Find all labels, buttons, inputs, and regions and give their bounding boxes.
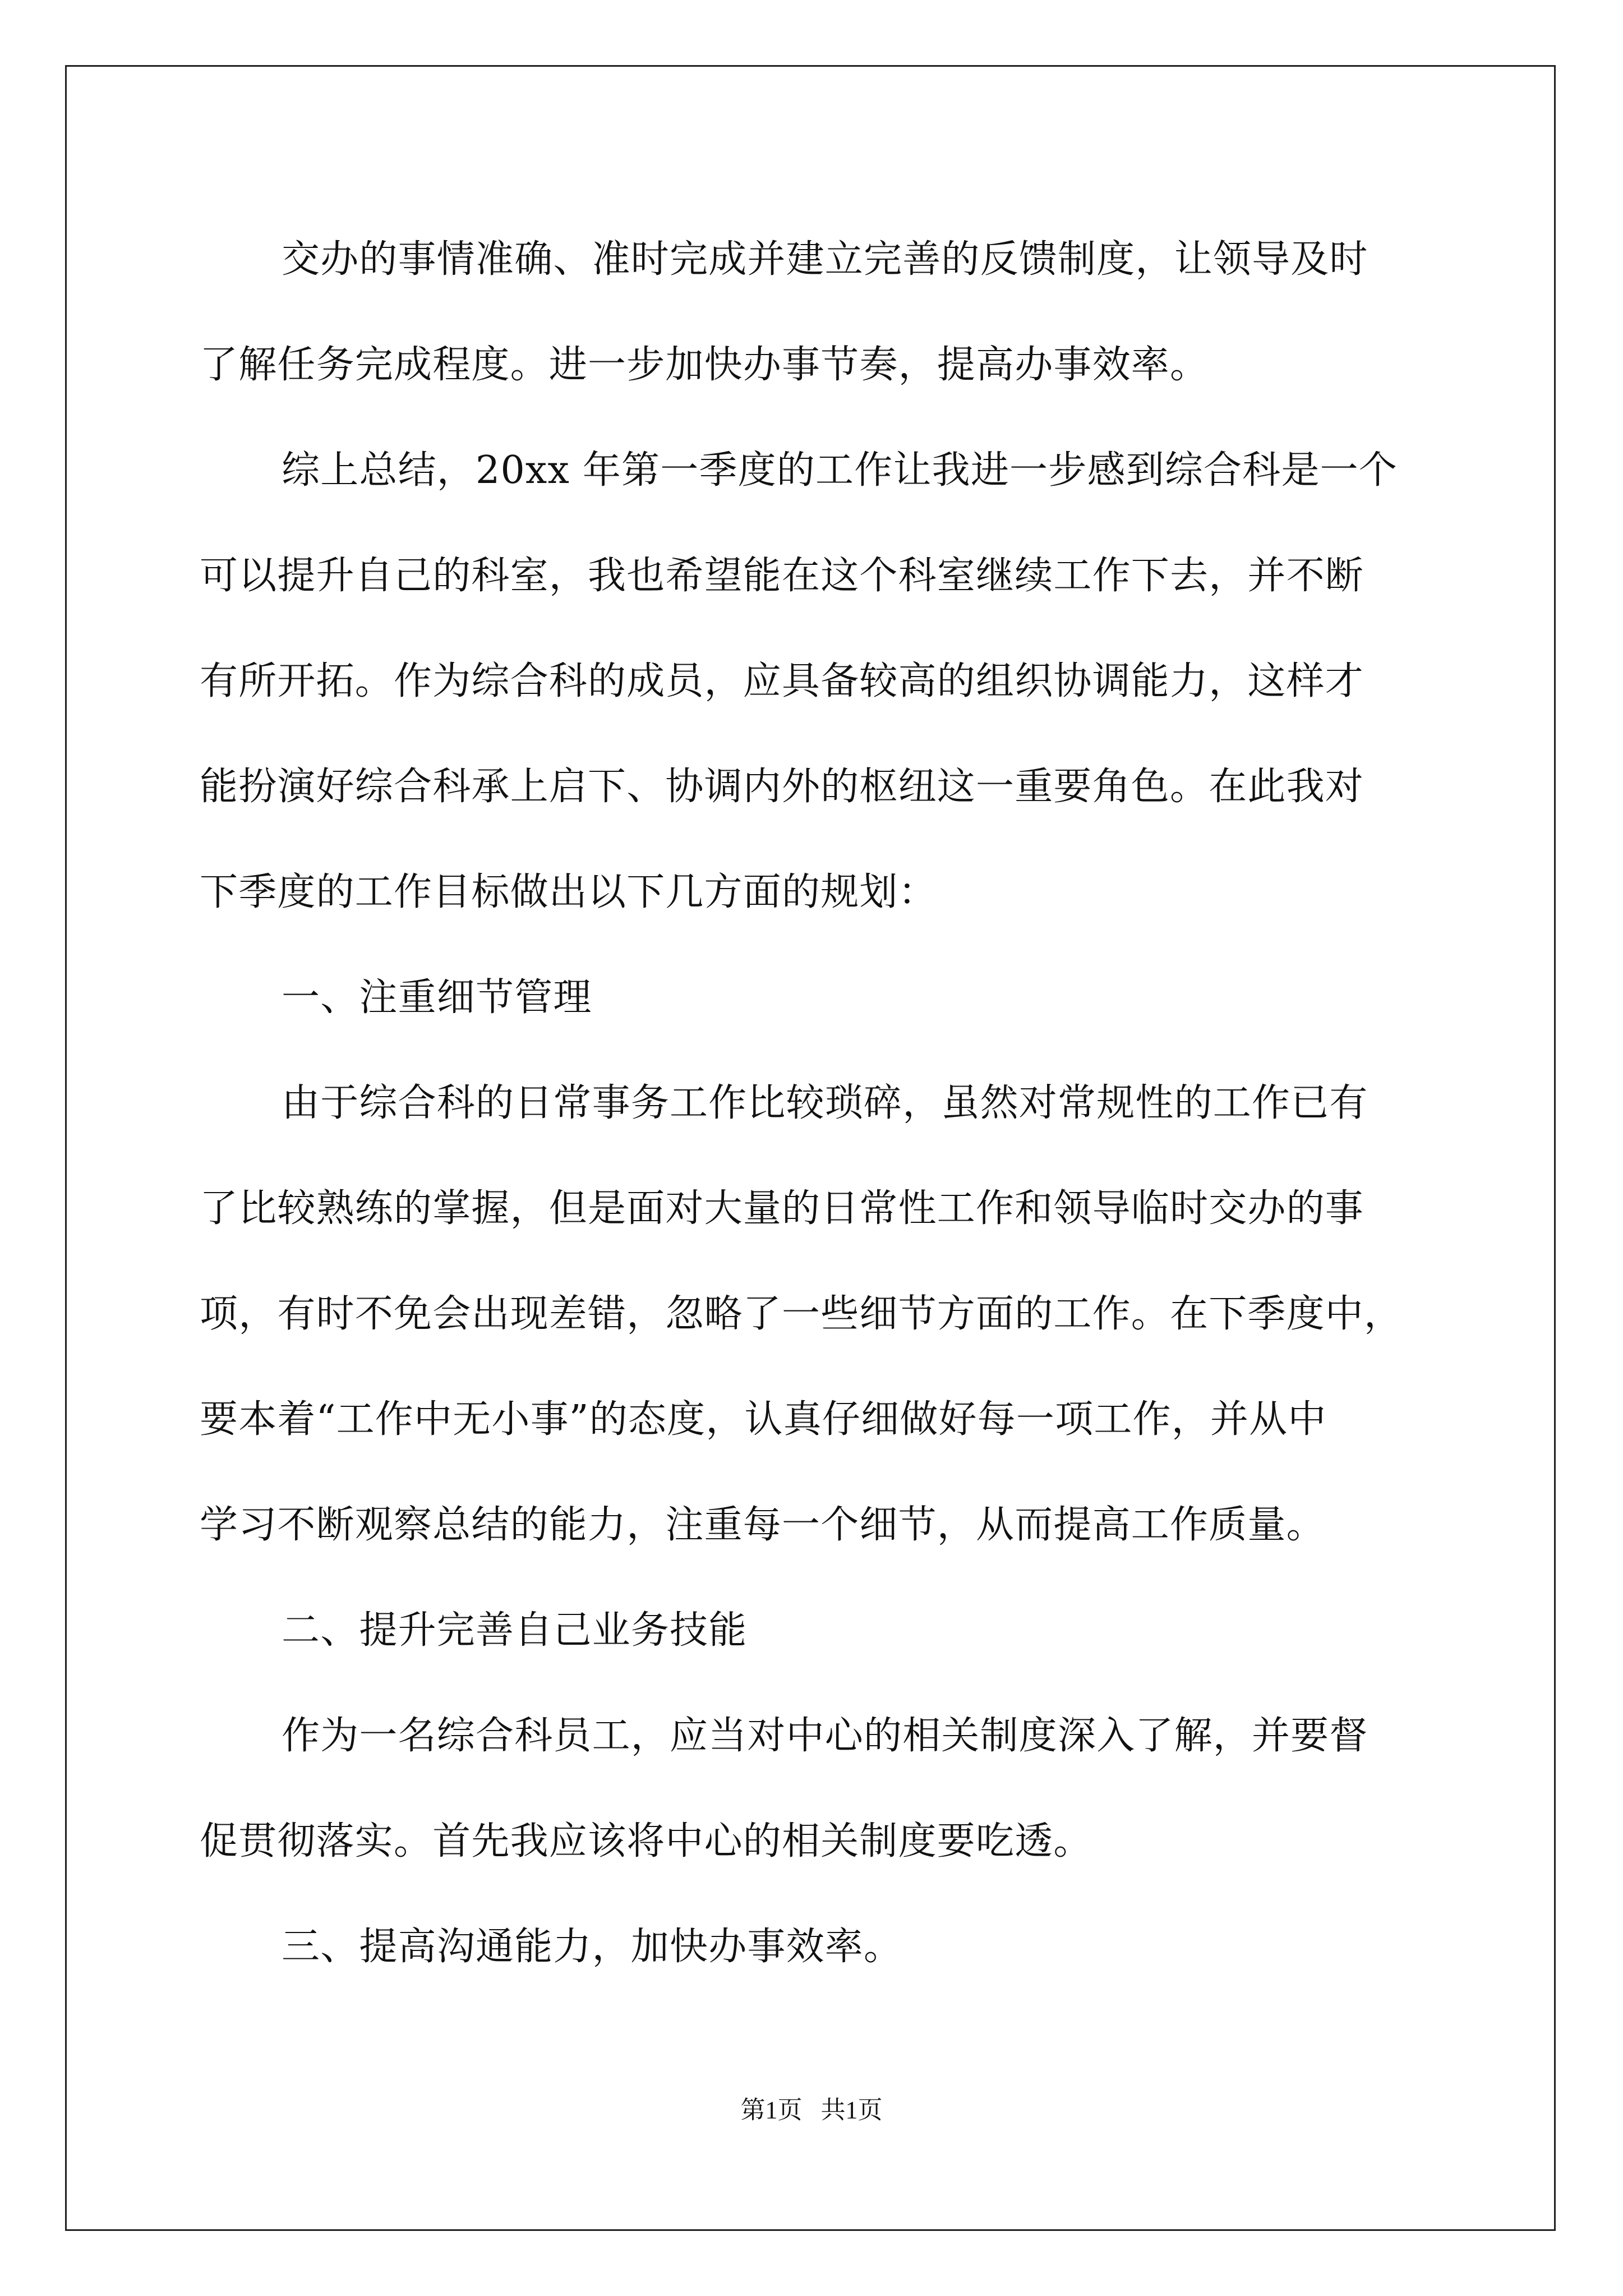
text-line: 由于综合科的日常事务工作比较琐碎，虽然对常规性的工作已有 bbox=[282, 1081, 1368, 1125]
text-line: 要本着“工作中无小事”的态度，认真仔细做好每一项工作，并从中 bbox=[200, 1397, 1327, 1442]
text-line: 有所开拓。作为综合科的成员，应具备较高的组织协调能力，这样才 bbox=[200, 659, 1364, 703]
text-line: 作为一名综合科员工，应当对中心的相关制度深入了解，并要督 bbox=[282, 1714, 1368, 1758]
text-line: 综上总结，20xx 年第一季度的工作让我进一步感到综合科是一个 bbox=[282, 448, 1398, 493]
text-line: 交办的事情准确、准时完成并建立完善的反馈制度，让领导及时 bbox=[282, 237, 1368, 282]
section-heading: 一、注重细节管理 bbox=[282, 976, 592, 1020]
text-line: 能扮演好综合科承上启下、协调内外的枢纽这一重要角色。在此我对 bbox=[200, 765, 1364, 809]
section-heading: 三、提高沟通能力，加快办事效率。 bbox=[282, 1925, 903, 1969]
text-line: 项，有时不免会出现差错，忽略了一些细节方面的工作。在下季度中， bbox=[200, 1292, 1403, 1336]
text-line: 下季度的工作目标做出以下几方面的规划： bbox=[200, 870, 937, 914]
text-line: 可以提升自己的科室，我也希望能在这个科室继续工作下去，并不断 bbox=[200, 554, 1364, 598]
page-footer: 第1页 共1页 bbox=[740, 2096, 883, 2124]
document-body bbox=[200, 207, 1473, 2000]
text-line: 促贯彻落实。首先我应该将中心的相关制度要吃透。 bbox=[200, 1819, 1092, 1864]
section-heading: 二、提升完善自己业务技能 bbox=[282, 1608, 748, 1653]
text-line: 了比较熟练的掌握，但是面对大量的日常性工作和领导临时交办的事 bbox=[200, 1186, 1364, 1231]
text-line: 学习不断观察总结的能力，注重每一个细节，从而提高工作质量。 bbox=[200, 1503, 1325, 1547]
text-line: 了解任务完成程度。进一步加快办事节奏，提高办事效率。 bbox=[200, 343, 1209, 387]
